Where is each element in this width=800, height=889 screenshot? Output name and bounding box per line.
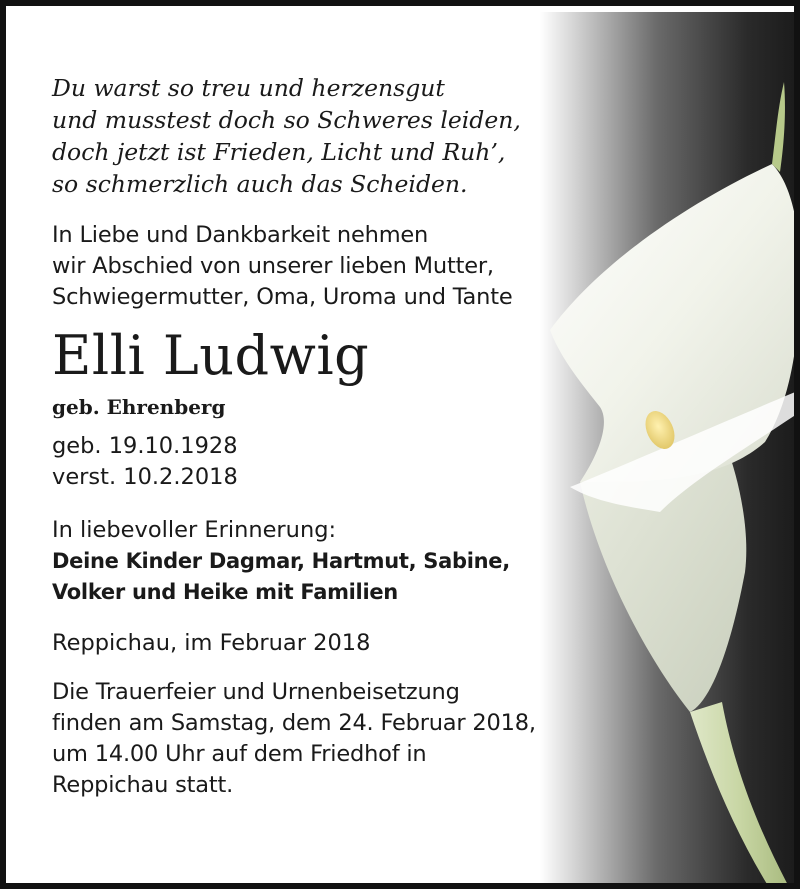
- deceased-name: Elli Ludwig: [52, 324, 370, 387]
- poem-line: und musstest doch so Schweres leiden,: [52, 106, 521, 134]
- death-date: verst. 10.2.2018: [52, 464, 238, 490]
- obituary-text: [52, 72, 612, 801]
- mourners-line: Deine Kinder Dagmar, Hartmut, Sabine,: [52, 549, 510, 573]
- farewell-intro: [52, 220, 612, 313]
- mourners-line: Volker und Heike mit Familien: [52, 580, 398, 604]
- poem-line: doch jetzt ist Frieden, Licht und Ruh’,: [52, 138, 506, 166]
- ceremony-line: finden am Samstag, dem 24. Februar 2018,: [52, 710, 536, 736]
- poem-line: Du warst so treu und herzensgut: [52, 74, 445, 102]
- life-dates: [52, 431, 612, 493]
- ceremony-line: um 14.00 Uhr auf dem Friedhof in: [52, 741, 427, 767]
- intro-line: In Liebe und Dankbarkeit nehmen: [52, 222, 429, 248]
- birth-date: geb. 19.10.1928: [52, 433, 238, 459]
- poem-line: so schmerzlich auch das Scheiden.: [52, 170, 468, 198]
- intro-line: Schwiegermutter, Oma, Uroma und Tante: [52, 284, 513, 310]
- remembrance-block: [52, 515, 612, 608]
- ceremony-line: Reppichau statt.: [52, 772, 234, 798]
- memorial-poem: [52, 72, 612, 200]
- intro-line: wir Abschied von unserer lieben Mutter,: [52, 253, 494, 279]
- maiden-name: geb. Ehrenberg: [52, 395, 226, 419]
- ceremony-line: Die Trauerfeier und Urnenbeisetzung: [52, 679, 460, 705]
- remembrance-heading: In liebevoller Erinnerung:: [52, 517, 337, 543]
- funeral-details: [52, 677, 612, 801]
- place-and-date: Reppichau, im Februar 2018: [52, 630, 371, 656]
